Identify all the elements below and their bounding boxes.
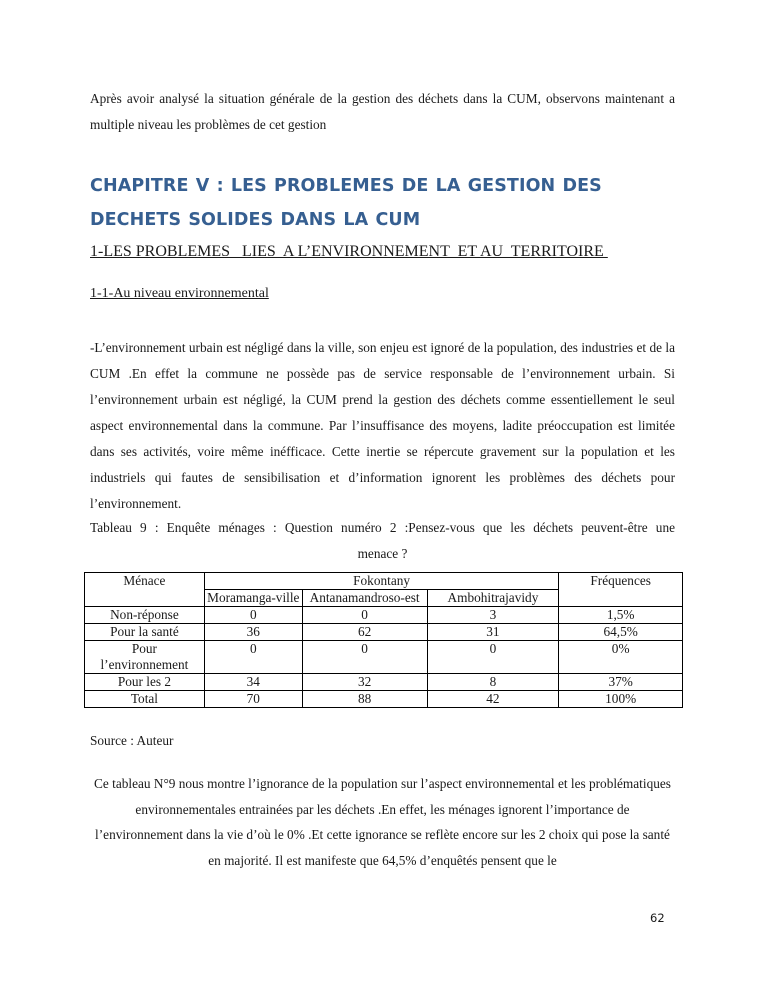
- cell: 36: [204, 624, 302, 641]
- table-row: [85, 624, 683, 641]
- cell-frequency: 37%: [559, 674, 683, 691]
- cell-frequency: 1,5%: [559, 607, 683, 624]
- cell: 62: [302, 624, 427, 641]
- cell: 0: [302, 641, 427, 674]
- row-label: Pour les 2: [85, 674, 205, 691]
- conclusion-paragraph: Ce tableau N°9 nous montre l’ignorance de la population sur l’aspect environnemental et les problématiques environnementales entrainées par les déchets .En effet, les ménages ignorent l’importance de l’environnement dans la vie d’où le 0% .Et cette ignorance se reflète encore sur les 2 choix qui pose la santé en majorité. Il est manifeste que 64,5% d’enquêtés pensent que le: [94, 776, 671, 868]
- cell: 70: [204, 691, 302, 708]
- page-number: 62: [650, 911, 665, 925]
- subheader-ambohitrajavidy: Ambohitrajavidy: [427, 590, 559, 607]
- section-heading-1: 1-LES PROBLEMES LIES A L’ENVIRONNEMENT ET AU TERRITOIRE: [90, 243, 608, 260]
- row-label: Pour la santé: [85, 624, 205, 641]
- row-label: Pour l’environnement: [85, 641, 205, 674]
- environment-paragraph: -L’environnement urbain est négligé dans la ville, son enjeu est ignoré de la population, des industries et de la CUM .En effet la commune ne possède pas de service responsable de l’environnement urbain. Si l’environnement urbain est négligé, la CUM prend la gestion des déchets comme essentiellement le seul aspect environnemental dans la commune. Par l’insuffisance des moyens, ladite préoccupation est limitée dans ses activités, voire même inéfficace. Cette inertie se répercute gravement sur la population et les industriels qui fautes de sensibilisation et d’information ignorent les problèmes des déchets pour l’environnement.: [90, 340, 675, 511]
- cell-frequency: 100%: [559, 691, 683, 708]
- header-fokontany: Fokontany: [204, 573, 558, 590]
- table-caption: [90, 515, 675, 567]
- subheader-moramanga: Moramanga-ville: [204, 590, 302, 607]
- table-source: Source : Auteur: [90, 733, 174, 748]
- cell: 0: [302, 607, 427, 624]
- cell: 0: [204, 607, 302, 624]
- table-header-row: [85, 573, 683, 590]
- cell: 32: [302, 674, 427, 691]
- table-row: [85, 674, 683, 691]
- chapter-title: CHAPITRE V : LES PROBLEMES DE LA GESTION DES DECHETS SOLIDES DANS LA CUM: [90, 176, 602, 230]
- cell-frequency: 0%: [559, 641, 683, 674]
- header-frequences: Fréquences: [559, 573, 683, 607]
- subheader-antanamandroso: Antanamandroso-est: [302, 590, 427, 607]
- cell: 3: [427, 607, 559, 624]
- cell: 0: [427, 641, 559, 674]
- cell: 88: [302, 691, 427, 708]
- cell: 31: [427, 624, 559, 641]
- row-label: Total: [85, 691, 205, 708]
- survey-table: [84, 572, 683, 708]
- intro-paragraph: Après avoir analysé la situation générale de la gestion des déchets dans la CUM, observons maintenant a multiple niveau les problèmes de cet gestion: [90, 91, 675, 132]
- cell: 0: [204, 641, 302, 674]
- cell: 42: [427, 691, 559, 708]
- cell: 8: [427, 674, 559, 691]
- table-row-total: [85, 691, 683, 708]
- table-row: [85, 607, 683, 624]
- subsection-heading-1-1: 1-1-Au niveau environnemental: [90, 286, 269, 301]
- table-caption-line-1: Tableau 9 : Enquête ménages : Question numéro 2 :Pensez-vous que les déchets peuvent-être une: [90, 520, 675, 535]
- table-row: [85, 641, 683, 674]
- header-menace: Ménace: [85, 573, 205, 607]
- cell: 34: [204, 674, 302, 691]
- row-label: Non-réponse: [85, 607, 205, 624]
- table-caption-line-2: menace ?: [357, 546, 408, 561]
- cell-frequency: 64,5%: [559, 624, 683, 641]
